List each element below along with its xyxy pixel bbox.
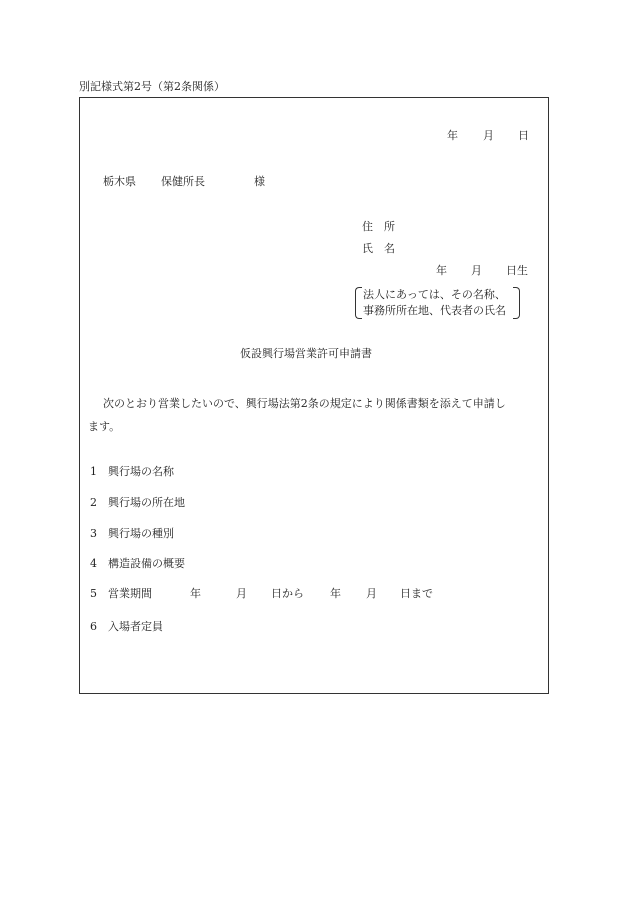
date-month-label: 月: [483, 129, 494, 142]
item-number: 1: [90, 465, 97, 478]
corp-note-line2: 事務所所在地、代表者の氏名: [363, 304, 506, 317]
applicant-address-label: 住 所: [362, 220, 395, 233]
body-text-line2: ます。: [88, 420, 121, 433]
item-number: 4: [90, 557, 97, 570]
period-end-day: 日まで: [400, 587, 433, 600]
date-year-label: 年: [447, 129, 458, 142]
applicant-name-label: 氏 名: [362, 242, 395, 255]
document-title: 仮設興行場営業許可申請書: [240, 347, 372, 360]
item-label: 構造設備の概要: [108, 557, 185, 570]
birth-day-label: 日生: [506, 264, 528, 277]
item-number: 3: [90, 527, 97, 540]
body-text-line1: 次のとおり営業したいので、興行場法第2条の規定により関係書類を添えて申請し: [103, 397, 506, 410]
birth-month-label: 月: [471, 264, 482, 277]
item-number: 6: [90, 620, 97, 633]
period-end-year: 年: [330, 587, 341, 600]
item-number: 2: [90, 496, 97, 509]
form-number-label: 別記様式第2号（第2条関係）: [79, 80, 225, 93]
period-start-month: 月: [236, 587, 247, 600]
corp-note-right-bracket: [513, 287, 520, 319]
addressee-title: 保健所長: [161, 175, 205, 188]
item-label: 興行場の名称: [108, 465, 174, 478]
period-start-year: 年: [190, 587, 201, 600]
item-label: 興行場の所在地: [108, 496, 185, 509]
item-label: 興行場の種別: [108, 527, 174, 540]
item-label: 営業期間: [108, 587, 152, 600]
item-number: 5: [90, 587, 97, 600]
period-end-month: 月: [366, 587, 377, 600]
corp-note-left-bracket: [355, 287, 362, 319]
addressee-honorific: 様: [254, 175, 265, 188]
addressee-prefecture: 栃木県: [103, 175, 136, 188]
application-form: [79, 97, 549, 694]
date-day-label: 日: [518, 129, 529, 142]
birth-year-label: 年: [436, 264, 447, 277]
item-label: 入場者定員: [108, 620, 163, 633]
period-start-day: 日から: [271, 587, 304, 600]
corp-note-line1: 法人にあっては、その名称、: [363, 288, 506, 301]
